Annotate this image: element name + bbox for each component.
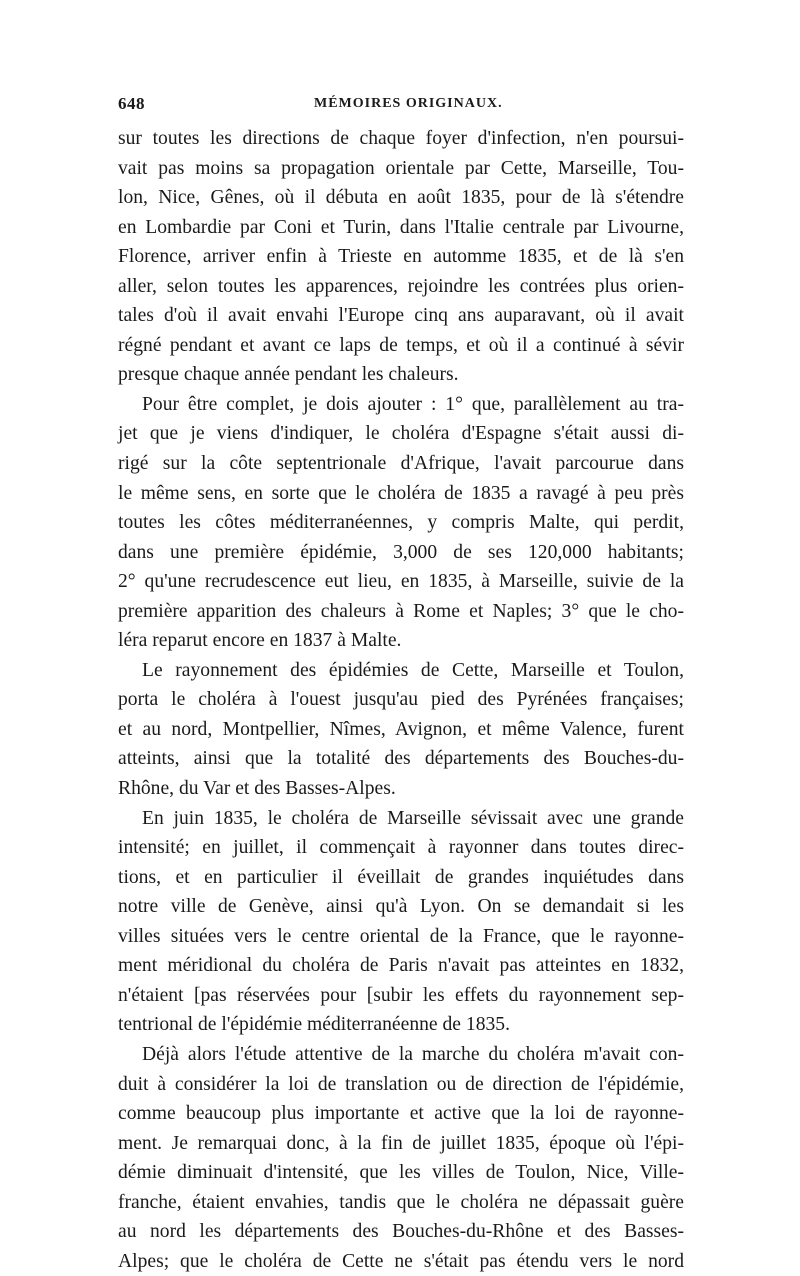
text-line: tentrional de l'épidémie méditerranéenne de 1835. bbox=[118, 1014, 510, 1036]
page-header bbox=[118, 92, 684, 122]
text-line: rigé sur la côte septentrionale d'Afrique, l'avait parcourue dans bbox=[118, 453, 684, 475]
text-line: atteints, ainsi que la totalité des départements des Bouches-du- bbox=[118, 748, 684, 770]
text-line: Alpes; que le choléra de Cette ne s'était pas étendu vers le nord bbox=[118, 1250, 684, 1272]
text-line: Déjà alors l'étude attentive de la marche du choléra m'avait con- bbox=[142, 1043, 684, 1065]
text-line: presque chaque année pendant les chaleurs. bbox=[118, 364, 459, 386]
text-line: et au nord, Montpellier, Nîmes, Avignon, et même Valence, furent bbox=[118, 718, 684, 740]
running-head: MÉMOIRES ORIGINAUX. bbox=[314, 96, 503, 111]
text-line: comme beaucoup plus importante et active que la loi de rayonne- bbox=[118, 1103, 684, 1125]
text-line: tions, et en particulier il éveillait de grandes inquiétudes dans bbox=[118, 866, 684, 888]
text-line: aller, selon toutes les apparences, rejoindre les contrées plus orien- bbox=[118, 275, 684, 297]
body-text bbox=[118, 124, 684, 1276]
page-number: 648 bbox=[118, 94, 145, 113]
text-line: intensité; en juillet, il commençait à rayonner dans toutes direc- bbox=[118, 837, 684, 859]
text-line: toutes les côtes méditerranéennes, y compris Malte, qui perdit, bbox=[118, 512, 684, 534]
text-line: Pour être complet, je dois ajouter : 1° que, parallèlement au tra- bbox=[142, 393, 684, 415]
text-line: notre ville de Genève, ainsi qu'à Lyon. On se demandait si les bbox=[118, 896, 684, 918]
text-line: en Lombardie par Coni et Turin, dans l'Italie centrale par Livourne, bbox=[118, 216, 684, 238]
text-line: 2° qu'une recrudescence eut lieu, en 1835, à Marseille, suivie de la bbox=[118, 571, 684, 593]
text-line: au nord les départements des Bouches-du-Rhône et des Basses- bbox=[118, 1221, 684, 1243]
text-line: dans une première épidémie, 3,000 de ses 120,000 habitants; bbox=[118, 541, 684, 563]
text-line: n'étaient [pas réservées pour [subir les effets du rayonnement sep- bbox=[118, 984, 684, 1006]
text-line: léra reparut encore en 1837 à Malte. bbox=[118, 630, 402, 652]
text-line: lon, Nice, Gênes, où il débuta en août 1835, pour de là s'étendre bbox=[118, 187, 684, 209]
text-line: jet que je viens d'indiquer, le choléra d'Espagne s'était aussi di- bbox=[118, 423, 684, 445]
text-line: duit à considérer la loi de translation ou de direction de l'épidémie, bbox=[118, 1073, 684, 1095]
text-line: ment. Je remarquai donc, à la fin de juillet 1835, époque où l'épi- bbox=[118, 1132, 684, 1154]
text-line: vait pas moins sa propagation orientale par Cette, Marseille, Tou- bbox=[118, 157, 684, 179]
text-line: Le rayonnement des épidémies de Cette, Marseille et Toulon, bbox=[142, 659, 684, 681]
text-line: Rhône, du Var et des Basses-Alpes. bbox=[118, 778, 396, 800]
text-line: tales d'où il avait envahi l'Europe cinq ans auparavant, où il avait bbox=[118, 305, 684, 327]
text-line: En juin 1835, le choléra de Marseille sévissait avec une grande bbox=[142, 807, 684, 829]
text-line: démie diminuait d'intensité, que les villes de Toulon, Nice, Ville- bbox=[118, 1162, 684, 1184]
text-line: le même sens, en sorte que le choléra de 1835 a ravagé à peu près bbox=[118, 482, 684, 504]
text-line: régné pendant et avant ce laps de temps, et où il a continué à sévir bbox=[118, 334, 684, 356]
document-page bbox=[118, 92, 684, 1276]
text-line: franche, étaient envahies, tandis que le choléra ne dépassait guère bbox=[118, 1191, 684, 1213]
text-line: ment méridional du choléra de Paris n'avait pas atteintes en 1832, bbox=[118, 955, 684, 977]
text-line: villes situées vers le centre oriental de la France, que le rayonne- bbox=[118, 925, 684, 947]
text-line: première apparition des chaleurs à Rome et Naples; 3° que le cho- bbox=[118, 600, 684, 622]
text-line: sur toutes les directions de chaque foyer d'infection, n'en poursui- bbox=[118, 128, 684, 149]
text-line: Florence, arriver enfin à Trieste en automme 1835, et de là s'en bbox=[118, 246, 684, 268]
text-line: porta le choléra à l'ouest jusqu'au pied des Pyrénées françaises; bbox=[118, 689, 684, 711]
